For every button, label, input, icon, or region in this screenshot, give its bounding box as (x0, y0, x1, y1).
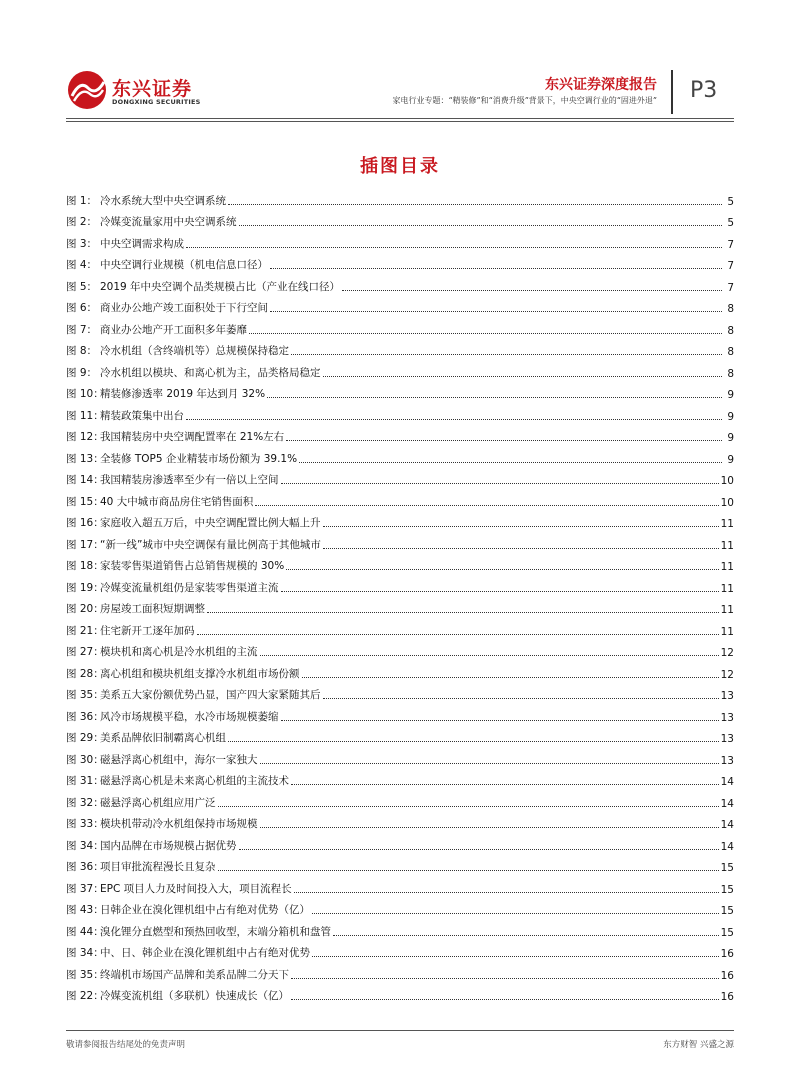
toc-entry[interactable] (66, 831, 734, 853)
toc-entry-title: 溴化锂分直燃型和预热回收型，末端分箱机和盘管 (100, 925, 331, 938)
header-rule-2 (66, 121, 734, 122)
toc-leader-dots (218, 869, 719, 871)
toc-leader-dots (186, 246, 722, 248)
toc-entry-page: 16 (720, 969, 734, 982)
toc-entry-page: 16 (720, 991, 734, 1003)
toc-entry-label: 图 8： (66, 345, 98, 357)
toc-entry-label: 图 32： (66, 796, 104, 809)
toc-entry-page: 16 (720, 948, 734, 960)
toc-entry[interactable] (66, 788, 734, 810)
toc-leader-dots (323, 547, 719, 549)
toc-leader-dots (294, 891, 719, 893)
toc-entry-title: 终端机市场国产品牌和美系品牌二分天下 (100, 968, 289, 981)
toc-entry-page: 9 (727, 453, 734, 466)
toc-leader-dots (333, 934, 719, 936)
toc-leader-dots (281, 719, 719, 721)
toc-entry-label: 图 29： (66, 732, 104, 744)
toc-entry-label: 图 44： (66, 925, 104, 938)
toc-leader-dots (197, 633, 719, 635)
toc-entry-label: 图 18： (66, 560, 104, 572)
toc-entry-page: 5 (727, 217, 734, 229)
toc-leader-dots (299, 461, 722, 463)
toc-entry-page: 7 (727, 238, 734, 251)
toc-entry-page: 9 (727, 389, 734, 401)
toc-entry[interactable] (66, 638, 734, 660)
toc-entry-label: 图 36： (66, 710, 104, 723)
toc-entry-page: 11 (720, 625, 734, 638)
toc-entry[interactable] (66, 724, 734, 746)
toc-entry[interactable] (66, 380, 734, 402)
toc-entry-page: 11 (720, 561, 734, 573)
toc-entry-page: 13 (720, 733, 734, 745)
toc-leader-dots (228, 203, 722, 205)
toc-entry-page: 13 (720, 690, 734, 702)
toc-entry-page: 13 (720, 754, 734, 767)
brand-name-cn: 东兴证券 (112, 78, 193, 100)
toc-leader-dots (207, 611, 719, 613)
toc-entry-label: 图 7： (66, 323, 98, 336)
toc-entry-title: 风冷市场规模平稳，水冷市场规模萎缩 (100, 710, 279, 723)
toc-entry[interactable] (66, 659, 734, 681)
toc-entry-title: 精装修渗透率 2019 年达到月 32% (100, 388, 266, 400)
toc-entry-title: 商业办公地产开工面积多年萎靡 (100, 323, 247, 336)
toc-entry[interactable] (66, 960, 734, 982)
toc-leader-dots (302, 676, 719, 678)
toc-entry-label: 图 15： (66, 495, 104, 508)
toc-entry-label: 图 33： (66, 818, 104, 830)
toc-entry-title: 模块机和离心机是冷水机组的主流 (100, 646, 258, 658)
toc-entry-label: 图 34： (66, 947, 104, 959)
toc-leader-dots (228, 740, 719, 742)
toc-entry-label: 图 10： (66, 388, 104, 400)
toc-entry-page: 11 (720, 539, 734, 552)
toc-entry-label: 图 22： (66, 990, 104, 1002)
toc-entry-title: 磁悬浮离心机组应用广泛 (100, 796, 216, 809)
report-title: 东兴证券深度报告 (545, 77, 657, 93)
toc-leader-dots (323, 697, 719, 699)
toc-entry-page: 15 (720, 926, 734, 939)
toc-entry-label: 图 20： (66, 603, 104, 615)
toc-entry-page: 5 (727, 195, 734, 208)
toc-entry-label: 图 43： (66, 904, 104, 916)
toc-entry[interactable] (66, 810, 734, 832)
toc-entry[interactable] (66, 853, 734, 875)
page-number: P3 (690, 78, 718, 103)
toc-entry[interactable] (66, 530, 734, 552)
toc-leader-dots (260, 826, 719, 828)
toc-entry-title: 住宅新开工逐年加码 (100, 624, 195, 637)
toc-entry-title: 冷媒变流量机组仍是家装零售渠道主流 (100, 581, 279, 594)
toc-entry-label: 图 35： (66, 689, 104, 701)
toc-entry[interactable] (66, 423, 734, 445)
toc-entry-title: 磁悬浮离心机组中，海尔一家独大 (100, 753, 258, 766)
toc-leader-dots (239, 224, 723, 226)
toc-entry-page: 8 (727, 346, 734, 358)
toc-entry[interactable] (66, 272, 734, 294)
toc-entry-label: 图 12： (66, 431, 104, 443)
toc-entry[interactable] (66, 552, 734, 574)
toc-entry-title: 商业办公地产竣工面积处于下行空间 (100, 302, 268, 314)
toc-leader-dots (249, 332, 722, 334)
toc-entry-page: 9 (727, 410, 734, 423)
toc-leader-dots (291, 783, 719, 785)
toc-leader-dots (323, 375, 723, 377)
toc-leader-dots (218, 805, 719, 807)
toc-leader-dots (312, 912, 719, 914)
toc-leader-dots (267, 396, 722, 398)
toc-entry[interactable] (66, 573, 734, 595)
toc-entry-title: 我国精装房中央空调配置率在 21%左右 (100, 431, 285, 443)
toc-entry[interactable] (66, 595, 734, 617)
toc-entry-label: 图 35： (66, 968, 104, 981)
toc-entry-label: 图 31： (66, 775, 104, 787)
toc-entry-page: 7 (727, 281, 734, 294)
toc-entry[interactable] (66, 337, 734, 359)
toc-leader-dots (186, 418, 722, 420)
toc-entry-label: 图 9： (66, 366, 98, 379)
toc-leader-dots (312, 955, 719, 957)
toc-entry[interactable] (66, 186, 734, 208)
toc-entry-title: 家装零售渠道销售占总销售规模的 30% (100, 560, 285, 572)
toc-entry[interactable] (66, 767, 734, 789)
toc-leader-dots (291, 977, 719, 979)
toc-entry-page: 8 (727, 324, 734, 337)
toc-entry[interactable] (66, 982, 734, 1004)
toc-entry-page: 13 (720, 711, 734, 724)
toc-entry[interactable] (66, 616, 734, 638)
toc-entry-title: 中央空调需求构成 (100, 237, 184, 250)
toc-entry[interactable] (66, 509, 734, 531)
toc-leader-dots (255, 504, 718, 506)
toc-entry-label: 图 19： (66, 581, 104, 594)
toc-leader-dots (286, 439, 722, 441)
toc-entry-page: 12 (720, 647, 734, 659)
toc-leader-dots (260, 654, 719, 656)
toc-entry[interactable] (66, 208, 734, 230)
toc-entry-title: 模块机带动冷水机组保持市场规模 (100, 818, 258, 830)
toc-entry-label: 图 30： (66, 753, 104, 766)
toc-entry-title: 日韩企业在溴化锂机组中占有绝对优势（亿） (100, 904, 310, 916)
toc-entry-title: 冷媒变流机组（多联机）快速成长（亿） (100, 990, 289, 1002)
toc-leader-dots (291, 998, 719, 1000)
toc-entry-page: 14 (720, 776, 734, 788)
toc-entry-page: 12 (720, 668, 734, 681)
toc-entry[interactable] (66, 917, 734, 939)
toc-leader-dots (281, 590, 719, 592)
toc-leader-dots (342, 289, 722, 291)
toc-entry[interactable] (66, 745, 734, 767)
toc-entry-page: 11 (720, 604, 734, 616)
toc-leader-dots (270, 267, 722, 269)
toc-entry-title: 冷媒变流量家用中央空调系统 (100, 216, 237, 228)
toc-entry[interactable] (66, 229, 734, 251)
toc-entry-page: 14 (720, 819, 734, 831)
toc-entry-title: 冷水机组（含终端机等）总规模保持稳定 (100, 345, 289, 357)
toc-entry-label: 图 3： (66, 237, 98, 250)
toc-entry-label: 图 2： (66, 216, 98, 228)
toc-entry-title: 精装政策集中出台 (100, 409, 184, 422)
toc-entry-label: 图 11： (66, 409, 104, 422)
toc-entry-page: 8 (727, 303, 734, 315)
toc-entry[interactable] (66, 294, 734, 316)
toc-entry-page: 11 (720, 518, 734, 530)
toc-entry-page: 9 (727, 432, 734, 444)
dongxing-logo-icon (66, 70, 108, 110)
toc-leader-dots (270, 310, 722, 312)
toc-leader-dots (281, 482, 719, 484)
toc-entry-page: 10 (720, 475, 734, 487)
toc-entry-title: 中、日、韩企业在溴化锂机组中占有绝对优势 (100, 947, 310, 959)
header-divider (671, 70, 673, 114)
toc-entry-title: 项目审批流程漫长且复杂 (100, 861, 216, 873)
toc-entry-title: 2019 年中央空调个品类规模占比（产业在线口径） (100, 280, 341, 293)
toc-entry-title: 冷水系统大型中央空调系统 (100, 194, 226, 207)
toc-entry-label: 图 37： (66, 882, 104, 895)
toc-entry[interactable] (66, 874, 734, 896)
toc-entry-title: 冷水机组以模块、和离心机为主，品类格局稳定 (100, 366, 321, 379)
toc-entry-label: 图 14： (66, 474, 104, 486)
toc-entry[interactable] (66, 358, 734, 380)
toc-entry-label: 图 36： (66, 861, 104, 873)
toc-entry-title: 家庭收入超五万后，中央空调配置比例大幅上升 (100, 517, 321, 529)
footer-disclaimer: 敬请参阅报告结尾处的免责声明 (66, 1040, 186, 1050)
toc-leader-dots (291, 353, 722, 355)
toc-entry[interactable] (66, 487, 734, 509)
toc-entry-label: 图 5： (66, 280, 98, 293)
toc-entry-page: 8 (727, 367, 734, 380)
toc-entry-title: 国内品牌在市场规模占据优势 (100, 839, 237, 852)
brand-name-en: DONGXING SECURITIES (112, 98, 201, 106)
footer-slogan: 东方财智 兴盛之源 (663, 1040, 734, 1050)
toc-leader-dots (239, 848, 719, 850)
toc-entry-label: 图 28： (66, 667, 104, 680)
toc-entry-page: 11 (720, 582, 734, 595)
toc-entry-title: 磁悬浮离心机是未来离心机组的主流技术 (100, 775, 289, 787)
toc-entry-title: 我国精装房渗透率至少有一倍以上空间 (100, 474, 279, 486)
toc-entry[interactable] (66, 466, 734, 488)
toc-entry-title: 离心机组和模块机组支撑冷水机组市场份额 (100, 667, 300, 680)
toc-entry-page: 14 (720, 797, 734, 810)
toc-leader-dots (323, 525, 719, 527)
toc-entry[interactable] (66, 939, 734, 961)
figure-toc-list (66, 186, 734, 1003)
toc-entry-page: 7 (727, 260, 734, 272)
toc-entry-page: 15 (720, 883, 734, 896)
toc-entry-label: 图 21： (66, 624, 104, 637)
toc-entry-title: 中央空调行业规模（机电信息口径） (100, 259, 268, 271)
toc-entry-label: 图 6： (66, 302, 98, 314)
toc-leader-dots (286, 568, 718, 570)
toc-entry-title: 美系五大家份额优势凸显，国产四大家紧随其后 (100, 689, 321, 701)
toc-entry-title: 美系品牌依旧制霸离心机组 (100, 732, 226, 744)
toc-entry[interactable] (66, 315, 734, 337)
toc-entry[interactable] (66, 444, 734, 466)
toc-entry-title: 全装修 TOP5 企业精装市场份额为 39.1% (100, 452, 298, 465)
toc-entry-label: 图 13： (66, 452, 104, 465)
toc-entry-page: 14 (720, 840, 734, 853)
toc-entry[interactable] (66, 896, 734, 918)
toc-entry-label: 图 1： (66, 194, 98, 207)
toc-entry[interactable] (66, 702, 734, 724)
toc-entry-label: 图 17： (66, 538, 104, 551)
toc-entry[interactable] (66, 251, 734, 273)
toc-entry-page: 15 (720, 862, 734, 874)
toc-entry-label: 图 27： (66, 646, 104, 658)
toc-title: 插图目录 (360, 156, 440, 177)
toc-entry[interactable] (66, 401, 734, 423)
toc-entry-label: 图 34： (66, 839, 104, 852)
footer-rule (66, 1030, 734, 1031)
toc-entry-label: 图 4： (66, 259, 98, 271)
toc-entry[interactable] (66, 681, 734, 703)
toc-entry-page: 10 (720, 496, 734, 509)
toc-entry-title: 40 大中城市商品房住宅销售面积 (100, 495, 254, 508)
toc-leader-dots (260, 762, 719, 764)
report-subtitle: 家电行业专题：“精装修”和“消费升级”背景下，中央空调行业的“固进外退” (392, 96, 657, 105)
toc-entry-label: 图 16： (66, 517, 104, 529)
toc-entry-title: EPC 项目人力及时间投入大，项目流程长 (100, 882, 292, 895)
header-rule (66, 118, 734, 119)
toc-entry-page: 15 (720, 905, 734, 917)
toc-entry-title: “新一线”城市中央空调保有量比例高于其他城市 (100, 538, 321, 551)
toc-entry-title: 房屋竣工面积短期调整 (100, 603, 205, 615)
